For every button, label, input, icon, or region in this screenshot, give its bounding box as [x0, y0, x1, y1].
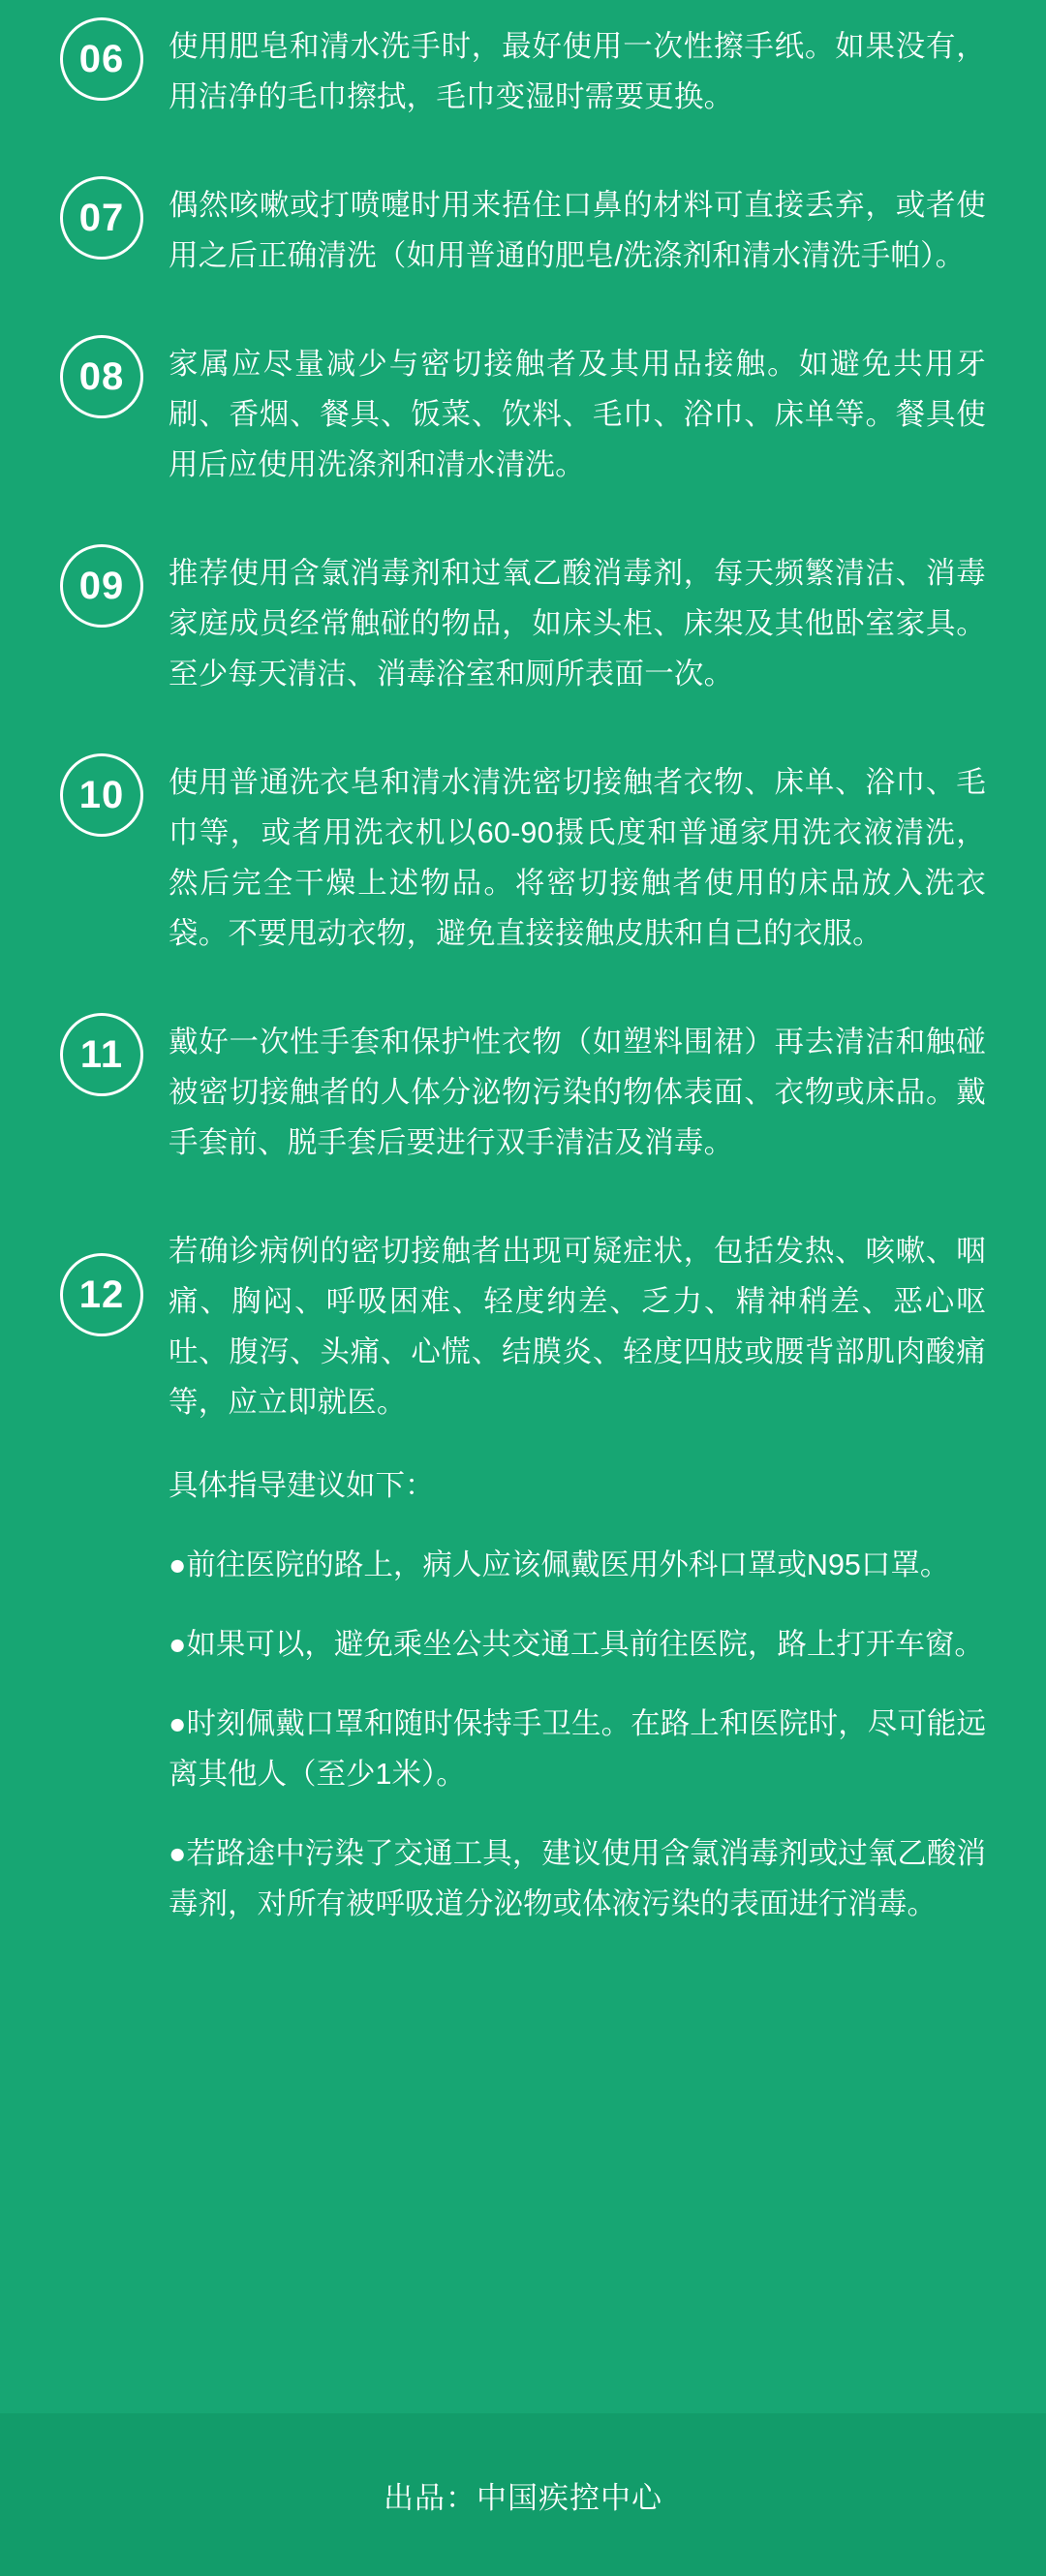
item-body [169, 15, 986, 122]
item-bullet: ●如果可以，避免乘坐公共交通工具前往医院，路上打开车窗。 [169, 1628, 984, 1661]
list-item [60, 751, 986, 959]
list-item [60, 174, 986, 281]
list-item [60, 542, 986, 699]
item-body [169, 174, 986, 281]
list-item [60, 333, 986, 490]
item-paragraph: 推荐使用含氯消毒剂和过氧乙酸消毒剂，每天频繁清洁、消毒家庭成员经常触碰的物品，如床头柜、床架及其他卧室家具。至少每天清洁、消毒浴室和厕所表面一次。 [169, 557, 986, 690]
item-subheading: 具体指导建议如下： [169, 1469, 435, 1502]
item-number-wrap [60, 15, 169, 101]
footer-credit: 出品：中国疾控中心 [384, 2480, 662, 2515]
item-number-wrap [60, 751, 169, 837]
item-body [169, 1220, 986, 1929]
list-item [60, 1011, 986, 1168]
item-number-badge: 09 [60, 544, 143, 628]
item-paragraph: 使用肥皂和清水洗手时，最好使用一次性擦手纸。如果没有，用洁净的毛巾擦拭，毛巾变湿时需要更换。 [169, 30, 986, 113]
item-paragraph: 偶然咳嗽或打喷嚏时用来捂住口鼻的材料可直接丢弃，或者使用之后正确清洗（如用普通的肥皂/洗涤剂和清水清洗手帕）。 [169, 189, 986, 272]
item-paragraph: 若确诊病例的密切接触者出现可疑症状，包括发热、咳嗽、咽痛、胸闷、呼吸困难、轻度纳差、乏力、精神稍差、恶心呕吐、腹泻、头痛、心慌、结膜炎、轻度四肢或腰背部肌肉酸痛等，应立即就医。 [169, 1235, 986, 1419]
item-number-wrap [60, 1011, 169, 1096]
item-number-wrap [60, 333, 169, 418]
item-paragraph: 使用普通洗衣皂和清水清洗密切接触者衣物、床单、浴巾、毛巾等，或者用洗衣机以60-90摄氏度和普通家用洗衣液清洗，然后完全干燥上述物品。将密切接触者使用的床品放入洗衣袋。不要甩动衣物，避免直接接触皮肤和自己的衣服。 [169, 766, 986, 950]
item-body [169, 542, 986, 699]
item-number-badge: 10 [60, 753, 143, 837]
item-number-badge: 08 [60, 335, 143, 418]
item-number-badge: 11 [60, 1013, 143, 1096]
item-number-badge: 07 [60, 176, 143, 260]
item-number-wrap [60, 542, 169, 628]
item-bullet: ●时刻佩戴口罩和随时保持手卫生。在路上和医院时，尽可能远离其他人（至少1米）。 [169, 1707, 986, 1791]
item-body [169, 751, 986, 959]
guideline-list [0, 6, 1046, 2404]
item-bullet: ●前往医院的路上，病人应该佩戴医用外科口罩或N95口罩。 [169, 1549, 950, 1581]
item-body [169, 1011, 986, 1168]
item-body [169, 333, 986, 490]
item-bullet: ●若路途中污染了交通工具，建议使用含氯消毒剂或过氧乙酸消毒剂，对所有被呼吸道分泌物或体液污染的表面进行消毒。 [169, 1837, 986, 1920]
list-item [60, 1220, 986, 1929]
item-number-wrap [60, 174, 169, 260]
item-paragraph: 家属应尽量减少与密切接触者及其用品接触。如避免共用牙刷、香烟、餐具、饭菜、饮料、毛巾、浴巾、床单等。餐具使用后应使用洗涤剂和清水清洗。 [169, 348, 986, 481]
footer-bar [0, 2413, 1046, 2576]
item-number-badge: 06 [60, 17, 143, 101]
item-paragraph: 戴好一次性手套和保护性衣物（如塑料围裙）再去清洁和触碰被密切接触者的人体分泌物污染的物体表面、衣物或床品。戴手套前、脱手套后要进行双手清洁及消毒。 [169, 1026, 986, 1159]
item-number-wrap [60, 1220, 169, 1336]
list-item [60, 15, 986, 122]
item-number-badge: 12 [60, 1253, 143, 1336]
